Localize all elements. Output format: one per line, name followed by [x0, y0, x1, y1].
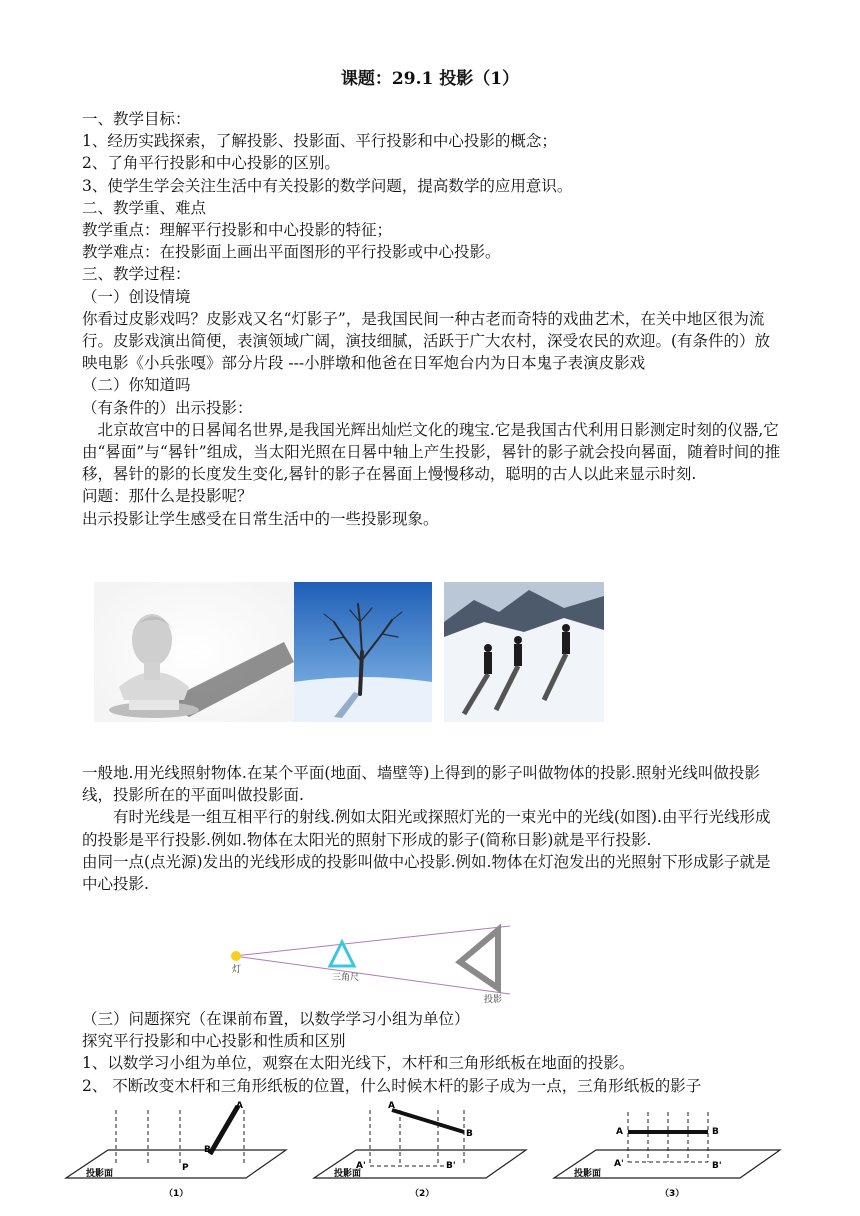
part3-heading: （三）问题探究（在课前布置，以数学学习小组为单位）: [82, 1010, 470, 1028]
plane-label: 投影面: [86, 1169, 114, 1179]
light-rays: [234, 926, 510, 994]
point-label: A: [388, 1101, 395, 1111]
key-point: 教学重点：理解平行投影和中心投影的特征；: [82, 221, 393, 240]
central-projection-diagram: [222, 922, 522, 1004]
key-heading: 二、教学重、难点: [82, 198, 207, 217]
part1-heading: （一）创设情境: [82, 287, 191, 306]
difficulty-point: 教学难点：在投影面上画出平面图形的平行投影或中心投影。: [82, 243, 501, 262]
point-label: A: [616, 1127, 623, 1137]
triangle-label: 三角尺: [332, 973, 360, 983]
goal-item: 3、使学生学会关注生活中有关投影的数学问题，提高数学的应用意识。: [82, 176, 573, 195]
point-label: A: [236, 1101, 243, 1111]
step-2: 2、 不断改变木杆和三角形纸板的位置，什么时候木杆的影子成为一点，三角形纸板的影子: [82, 1076, 702, 1095]
goal-item: 1、经历实践探索，了解投影、投影面、平行投影和中心投影的概念；: [82, 132, 557, 151]
part2-sub: （有条件的）出示投影：: [82, 398, 253, 417]
figure-caption: （1）: [164, 1189, 189, 1199]
definition-projection: 一般地.用光线照射物体.在某个平面(地面、墙壁等)上得到的影子叫做物体的投影.照射光线叫做投影线，投影所在的平面叫做投影面.: [82, 764, 760, 805]
lamp-icon: [231, 951, 241, 961]
part1-text: 你看过皮影戏吗？皮影戏又名“灯影子”，是我国民间一种古老而奇特的戏曲艺术，在关中地区很为流行。皮影戏演出简便，表演领域广阔，演技细腻，活跃于广大农村，深受农民的欢迎。(有条件的）放映电影《小兵张嘎》部分片段 ---小胖墩和他爸在日军炮台内为日本鬼子表演皮影戏: [82, 309, 771, 373]
lesson-body: [82, 108, 782, 530]
show-text: 出示投影让学生感受在日常生活中的一些投影现象。: [82, 509, 439, 528]
definition-parallel: 有时光线是一组互相平行的射线.例如太阳光或探照灯光的一束光中的光线(如图).由平行光线形成的投影是平行投影.例如.物体在太阳光的照射下形成的影子(简称日影)就是平行投影.: [82, 808, 771, 849]
point-label: B: [466, 1129, 473, 1139]
page-title: 课题：29.1 投影（1）: [340, 69, 520, 89]
figure-2: [308, 1096, 536, 1216]
part2-heading: （二）你知道吗: [82, 376, 191, 395]
plane-label: 投影面: [334, 1169, 362, 1179]
goals-heading: 一、教学目标：: [82, 110, 191, 128]
process-heading: 三、教学过程：: [82, 265, 191, 284]
step-1: 1、以数学习小组为单位，观察在太阳光线下，木杆和三角形纸板在地面的投影。: [82, 1054, 635, 1073]
point-label: B: [204, 1145, 211, 1155]
skiers-photo: [444, 582, 604, 722]
question: 问题：那什么是投影呢？: [82, 487, 253, 506]
exploration: [82, 1008, 802, 1097]
point-label: B: [712, 1127, 719, 1137]
bust-photo: [94, 582, 294, 722]
point-label: A': [614, 1159, 624, 1169]
point-label: A': [356, 1161, 366, 1171]
shadow-label: 投影: [484, 995, 503, 1004]
shadow-photos: [82, 582, 782, 722]
definitions: [82, 762, 782, 895]
shadow-triangle-icon: [460, 930, 498, 988]
point-label: B': [712, 1161, 722, 1171]
definition-central: 由同一点(点光源)发出的光线形成的投影叫做中心投影.例如.物体在灯泡发出的光照射下形成影子就是中心投影.: [82, 852, 771, 894]
part3-sub: 探究平行投影和中心投影和性质和区别: [82, 1032, 346, 1051]
tree-photo: [294, 582, 432, 722]
projection-figures: [60, 1096, 800, 1216]
figure-1: [60, 1096, 296, 1216]
point-label: B': [446, 1161, 456, 1171]
figure-caption: （2）: [410, 1189, 435, 1199]
plane-label: 投影面: [574, 1169, 602, 1179]
lamp-label: 灯: [232, 965, 242, 975]
figure-caption: （3）: [660, 1189, 685, 1199]
point-label: P: [182, 1163, 189, 1173]
part2-text: 北京故宫中的日晷闻名世界,是我国光辉出灿烂文化的瑰宝.它是我国古代利用日影测定时刻的仪器,它由“晷面”与“晷针”组成，当太阳光照在日晷中轴上产生投影，晷针的影子就会投向晷面，随着时间的推移，晷针的影的长度发生变化,晷针的影子在晷面上慢慢移动，聪明的古人以此来显示时刻.: [82, 420, 781, 484]
figure-3: [548, 1096, 788, 1216]
goal-item: 2、了角平行投影和中心投影的区别。: [82, 154, 340, 173]
